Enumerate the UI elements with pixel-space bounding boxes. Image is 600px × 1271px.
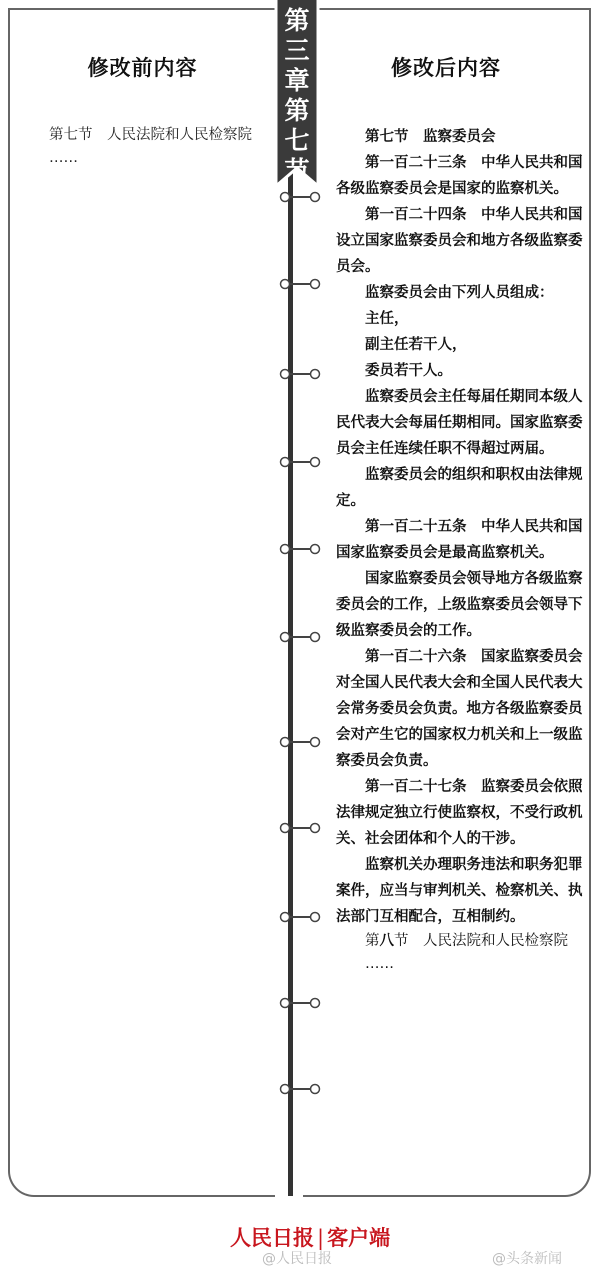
- after-heading: 修改后内容: [391, 56, 501, 80]
- brand-separator: |: [317, 1226, 325, 1250]
- binder-ring-icon: [279, 822, 321, 834]
- article-paragraph: 第一百二十三条 中华人民共和国各级监察委员会是国家的监察机关。: [336, 155, 583, 197]
- watermark-left: @人民日报: [262, 1251, 332, 1267]
- binder-ring-icon: [279, 911, 321, 923]
- next-section-prefix: 第: [365, 933, 380, 949]
- article-paragraph: 第一百二十七条 监察委员会依照法律规定独立行使监察权，不受行政机关、社会团体和个人的干涉。: [336, 779, 583, 847]
- binder-ring-icon: [279, 278, 321, 290]
- article-paragraph: 国家监察委员会领导地方各级监察委员会的工作，上级监察委员会领导下级监察委员会的工作。: [336, 571, 583, 639]
- article-paragraph: 监察委员会的组织和职权由法律规定。: [336, 467, 583, 509]
- before-line: 第七节 人民法院和人民检察院: [49, 127, 252, 143]
- watermark-right: @头条新闻: [492, 1251, 562, 1267]
- article-paragraph: 副主任若干人，: [365, 337, 467, 353]
- bookmark-char: 章: [284, 66, 310, 95]
- next-section-number: 八: [379, 933, 394, 949]
- article-paragraph: 监察委员会由下列人员组成：: [365, 285, 554, 301]
- article-paragraph: 委员若干人。: [365, 363, 452, 379]
- binder-ring-icon: [279, 631, 321, 643]
- next-section-title: 节 人民法院和人民检察院: [394, 933, 568, 949]
- binder-ring-icon: [279, 456, 321, 468]
- article-paragraph: 监察机关办理职务违法和职务犯罪案件，应当与审判机关、检察机关、执法部门互相配合，互相制约。: [336, 857, 583, 925]
- article-paragraph: 监察委员会主任每届任期同本级人民代表大会每届任期相同。国家监察委员会主任连续任职不得超过两届。: [336, 389, 583, 457]
- after-ellipsis: ……: [365, 956, 394, 972]
- article-paragraph: 第一百二十五条 中华人民共和国国家监察委员会是最高监察机关。: [336, 519, 583, 561]
- bookmark-char: 节: [284, 156, 310, 185]
- bookmark-char: 七: [284, 126, 310, 155]
- binder-ring-icon: [279, 543, 321, 555]
- after-panel: [303, 8, 591, 1197]
- article-paragraph: 第七节 监察委员会: [365, 129, 496, 145]
- before-ellipsis: ……: [49, 150, 78, 166]
- binder-ring-icon: [279, 736, 321, 748]
- next-section-line: [336, 930, 592, 953]
- binder-ring-icon: [279, 1083, 321, 1095]
- before-content: [20, 124, 265, 170]
- bookmark-char: 第: [284, 96, 310, 125]
- article-paragraph: 第一百二十四条 中华人民共和国设立国家监察委员会和地方各级监察委员会。: [336, 207, 583, 275]
- after-content: [336, 124, 592, 976]
- article-paragraph: 主任，: [365, 311, 409, 327]
- chapter-bookmark-label: [274, 6, 320, 186]
- article-paragraph: 第一百二十六条 国家监察委员会对全国人民代表大会和全国人民代表大会常务委员会负责。地方各级监察委员会对产生它的国家权力机关和上一级监察委员会负责。: [336, 649, 583, 769]
- before-heading: 修改前内容: [87, 56, 198, 80]
- binder-ring-icon: [279, 191, 321, 203]
- binder-ring-icon: [279, 997, 321, 1009]
- binder-ring-icon: [279, 368, 321, 380]
- bookmark-char: 三: [284, 36, 310, 65]
- before-panel: [8, 8, 275, 1197]
- brand-subtitle: 客户端: [327, 1225, 391, 1250]
- brand-name: 人民日报: [230, 1225, 314, 1250]
- bookmark-char: 第: [284, 6, 310, 35]
